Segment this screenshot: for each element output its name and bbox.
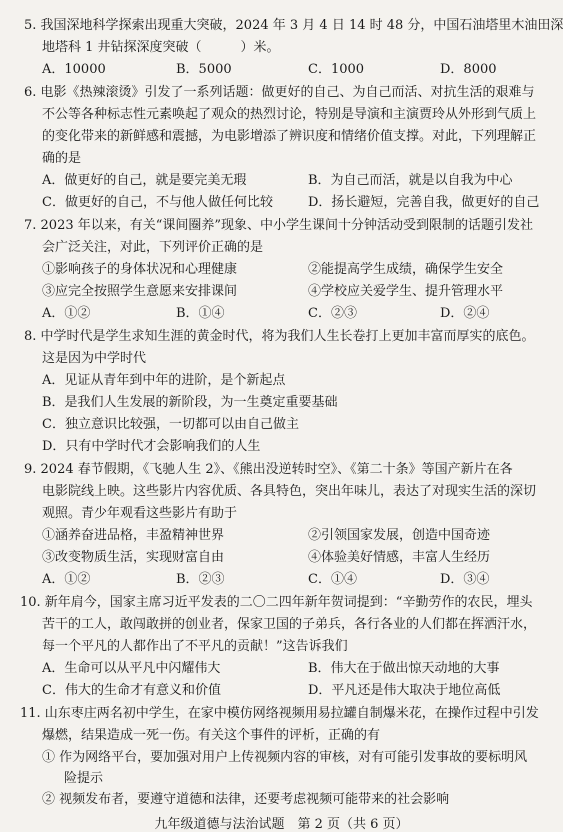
q9-option-b: B．②③ [176,572,225,587]
q11-statement-1-cont: 险提示 [64,771,104,786]
q10-option-d: D．平凡还是伟大取决于地位高低 [308,683,501,698]
question-7-stem-2: 会广泛关注，对此，下列评价正确的是 [42,240,264,255]
q9-option-a: A．①② [42,572,91,587]
q7-statement-3: ③应完全按照学生意愿来安排课间 [42,284,238,299]
q6-option-d: D．扬长避短，完善自我，做更好的自己 [308,195,540,210]
q9-statement-3: ③改变物质生活，实现财富自由 [42,550,225,565]
q9-option-d: D．③④ [440,572,490,587]
question-6-stem-2: 不公等各种标志性元素唤起了观众的热烈讨论，特别是导演和主演贾玲从外形到气质上 [42,107,537,122]
question-6-stem: 6. 电影《热辣滚烫》引发了一系列话题：做更好的自己、为自己而活、对抗生活的艰难与 [24,85,535,100]
q8-option-c: C．独立意识比较强，一切都可以由自己做主 [42,417,299,432]
q11-statement-1: ① 作为网络平台，要加强对用户上传视频内容的审核，对有可能引发事故的要标明风 [42,750,528,765]
question-9-stem-2: 电影院线上映。这些影片内容优质、各具特色，突出年味儿，表达了对现实生活的深切 [42,484,537,499]
question-6-stem-4: 确的是 [42,151,82,166]
question-10-stem-3: 每一个平凡的人都作出了不平凡的贡献！”这告诉我们 [42,639,348,654]
q7-option-d: D．②④ [440,306,490,321]
q7-statement-1: ①影响孩子的身体状况和心理健康 [42,262,238,277]
q10-option-c: C．伟大的生命才有意义和价值 [42,683,221,698]
question-9-stem-3: 观照。青少年观看这些影片有助于 [42,506,238,521]
q9-statement-1: ①涵养奋进品格，丰盈精神世界 [42,528,225,543]
q8-option-d: D．只有中学时代才会影响我们的人生 [42,439,261,454]
question-11-stem-2: 爆燃，结果造成一死一伤。有关这个事件的评析，正确的有 [42,728,381,743]
q7-option-a: A．①② [42,306,91,321]
q5-option-c: C．1000 [308,62,365,77]
q6-option-c: C．做更好的自己，不与他人做任何比较 [42,195,273,210]
q9-statement-2: ②引领国家发展，创造中国奇迹 [308,528,491,543]
question-7-stem: 7. 2023 年以来，有关“课间圈养”现象、中小学生课间十分钟活动受到限制的话题引发社 [24,218,534,233]
q5-option-d: D．8000 [440,62,497,77]
question-11-stem: 11. 山东枣庄两名初中学生，在家中模仿网络视频用易拉罐自制爆米花，在操作过程中引发 [20,706,539,721]
question-8-stem-2: 这是因为中学时代 [42,351,147,366]
q8-option-a: A．见证从青年到中年的进阶，是个新起点 [42,373,286,388]
question-6-stem-3: 的变化带来的新鲜感和震撼，为电影增添了辨识度和情绪价值支撑。对此，下列理解正 [42,129,537,144]
q6-option-b: B．为自己而活，就是以自我为中心 [308,173,513,188]
question-10-stem: 10. 新年肩今，国家主席习近平发表的二〇二四年新年贺词提到：“辛勤劳作的农民，埋头 [20,595,533,610]
question-10-stem-2: 苦干的工人，敢闯敢拼的创业者，保家卫国的子弟兵，各行各业的人们都在挥洒汗水， [42,617,537,632]
question-5-stem-cont: 地塔科 1 井钻探深度突破（ ）米。 [42,40,280,55]
q9-statement-4: ④体验美好情感，丰富人生经历 [308,550,491,565]
q9-option-c: C．①④ [308,572,357,587]
q6-option-a: A．做更好的自己，就是要完美无瑕 [42,173,247,188]
q10-option-b: B．伟大在于做出惊天动地的大事 [308,661,500,676]
q11-statement-2: ② 视频发布者，要遵守道德和法律，还要考虑视频可能带来的社会影响 [42,792,450,807]
q5-option-a: A．10000 [42,62,106,77]
q7-option-b: B．①④ [176,306,225,321]
question-8-stem: 8. 中学时代是学生求知生涯的黄金时代，将为我们人生长卷打上更加丰富而厚实的底色。 [24,329,535,344]
q8-option-b: B．是我们人生发展的新阶段，为一生奠定重要基础 [42,395,338,410]
q5-option-b: B．5000 [176,62,232,77]
q7-statement-4: ④学校应关爱学生、提升管理水平 [308,284,504,299]
page-footer: 九年级道德与法治试题 第 2 页（共 6 页） [154,817,409,832]
q10-option-a: A．生命可以从平凡中闪耀伟大 [42,661,221,676]
q7-option-c: C．②③ [308,306,357,321]
question-9-stem: 9. 2024 春节假期，《飞驰人生 2》、《熊出没逆转时空》、《第二十条》等国产新片在各 [24,462,513,477]
q7-statement-2: ②能提高学生成绩，确保学生安全 [308,262,504,277]
question-5-stem: 5. 我国深地科学探索出现重大突破，2024 年 3 月 4 日 14 时 48 分，中国石油塔里木油田深 [24,18,563,33]
